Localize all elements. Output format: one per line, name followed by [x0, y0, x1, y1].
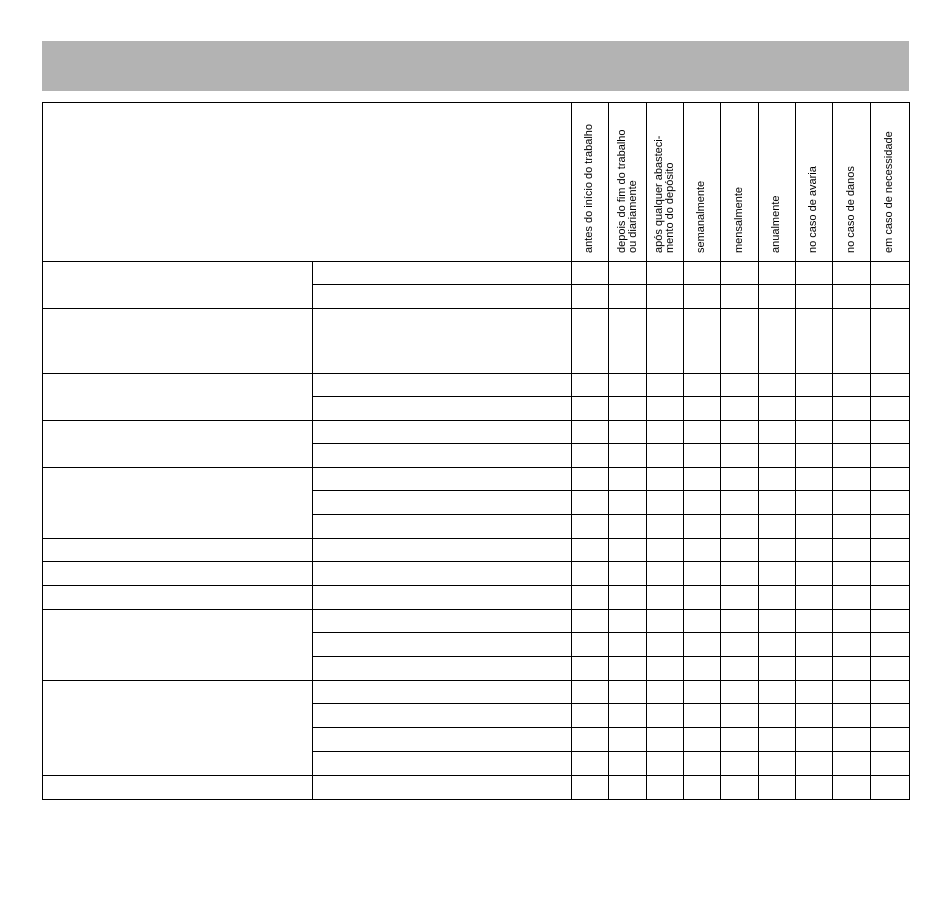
check-cell: [609, 610, 647, 633]
check-cell: [647, 285, 684, 309]
task-cell: [313, 776, 572, 800]
check-cell: [796, 728, 833, 752]
check-cell: [647, 586, 684, 610]
check-cell: [647, 515, 684, 539]
check-cell: [609, 539, 647, 562]
col-header-label: antes do início do trabalho: [583, 123, 595, 253]
component-cell: [43, 468, 313, 539]
component-cell: [43, 562, 313, 586]
check-cell: [796, 610, 833, 633]
check-cell: [833, 586, 871, 610]
check-cell: [647, 752, 684, 776]
check-cell: [759, 262, 796, 285]
check-cell: [833, 374, 871, 397]
check-cell: [572, 468, 609, 491]
check-cell: [647, 657, 684, 681]
check-cell: [609, 515, 647, 539]
check-cell: [721, 374, 759, 397]
check-cell: [759, 681, 796, 704]
check-cell: [721, 309, 759, 374]
check-cell: [796, 776, 833, 800]
component-cell: [43, 421, 313, 468]
check-cell: [721, 704, 759, 728]
col-header-label: após qualquer abasteci-: [653, 135, 665, 253]
check-cell: [871, 610, 910, 633]
col-header-label: depois do fim do trabalho: [615, 129, 628, 253]
check-cell: [684, 610, 721, 633]
check-cell: [796, 681, 833, 704]
check-cell: [684, 444, 721, 468]
check-cell: [572, 633, 609, 657]
check-cell: [721, 681, 759, 704]
check-cell: [833, 397, 871, 421]
check-cell: [684, 562, 721, 586]
check-cell: [572, 586, 609, 610]
title-bar: [42, 41, 909, 91]
check-cell: [871, 539, 910, 562]
check-cell: [759, 657, 796, 681]
check-cell: [721, 586, 759, 610]
check-cell: [647, 681, 684, 704]
table-row: [43, 374, 910, 397]
check-cell: [609, 752, 647, 776]
check-cell: [609, 397, 647, 421]
check-cell: [684, 309, 721, 374]
check-cell: [609, 468, 647, 491]
check-cell: [572, 562, 609, 586]
check-cell: [721, 610, 759, 633]
table-row: [43, 468, 910, 491]
col-header: [609, 103, 647, 262]
task-cell: [313, 633, 572, 657]
check-cell: [609, 421, 647, 444]
check-cell: [721, 633, 759, 657]
col-header: [721, 103, 759, 262]
task-cell: [313, 681, 572, 704]
task-cell: [313, 586, 572, 610]
check-cell: [796, 491, 833, 515]
check-cell: [871, 444, 910, 468]
check-cell: [609, 776, 647, 800]
check-cell: [833, 752, 871, 776]
component-cell: [43, 539, 313, 562]
check-cell: [609, 728, 647, 752]
check-cell: [572, 491, 609, 515]
component-cell: [43, 776, 313, 800]
check-cell: [796, 752, 833, 776]
check-cell: [572, 285, 609, 309]
check-cell: [796, 704, 833, 728]
check-cell: [572, 374, 609, 397]
check-cell: [572, 444, 609, 468]
check-cell: [572, 397, 609, 421]
check-cell: [759, 704, 796, 728]
check-cell: [871, 633, 910, 657]
check-cell: [721, 539, 759, 562]
check-cell: [572, 421, 609, 444]
check-cell: [833, 262, 871, 285]
check-cell: [759, 468, 796, 491]
task-cell: [313, 491, 572, 515]
check-cell: [609, 444, 647, 468]
task-cell: [313, 728, 572, 752]
col-header-label: no caso de danos: [844, 166, 857, 253]
table-row: [43, 421, 910, 444]
check-cell: [833, 728, 871, 752]
check-cell: [684, 468, 721, 491]
check-cell: [759, 515, 796, 539]
check-cell: [684, 262, 721, 285]
col-header-label: ou diariamente: [626, 180, 639, 253]
check-cell: [684, 421, 721, 444]
check-cell: [721, 752, 759, 776]
check-cell: [647, 633, 684, 657]
task-cell: [313, 468, 572, 491]
check-cell: [721, 657, 759, 681]
check-cell: [871, 285, 910, 309]
check-cell: [572, 309, 609, 374]
check-cell: [759, 586, 796, 610]
check-cell: [796, 562, 833, 586]
table-row: [43, 681, 910, 704]
col-header-label: semanalmente: [695, 180, 707, 253]
check-cell: [871, 397, 910, 421]
check-cell: [572, 776, 609, 800]
check-cell: [871, 657, 910, 681]
check-cell: [833, 491, 871, 515]
check-cell: [572, 657, 609, 681]
check-cell: [647, 704, 684, 728]
check-cell: [796, 633, 833, 657]
check-cell: [572, 728, 609, 752]
check-cell: [759, 752, 796, 776]
check-cell: [833, 515, 871, 539]
task-cell: [313, 657, 572, 681]
component-cell: [43, 309, 313, 374]
check-cell: [721, 562, 759, 586]
check-cell: [796, 468, 833, 491]
check-cell: [684, 633, 721, 657]
table-row: [43, 309, 910, 374]
task-cell: [313, 610, 572, 633]
check-cell: [759, 491, 796, 515]
check-cell: [871, 491, 910, 515]
check-cell: [684, 657, 721, 681]
check-cell: [796, 539, 833, 562]
check-cell: [572, 610, 609, 633]
check-cell: [721, 468, 759, 491]
check-cell: [833, 562, 871, 586]
check-cell: [833, 776, 871, 800]
check-cell: [684, 728, 721, 752]
check-cell: [796, 262, 833, 285]
check-cell: [609, 681, 647, 704]
header-row: [43, 103, 910, 262]
check-cell: [833, 610, 871, 633]
check-cell: [721, 515, 759, 539]
check-cell: [796, 515, 833, 539]
check-cell: [647, 421, 684, 444]
check-cell: [759, 610, 796, 633]
task-cell: [313, 309, 572, 374]
check-cell: [833, 309, 871, 374]
task-cell: [313, 562, 572, 586]
check-cell: [759, 444, 796, 468]
check-cell: [572, 262, 609, 285]
check-cell: [684, 586, 721, 610]
check-cell: [647, 562, 684, 586]
task-cell: [313, 444, 572, 468]
check-cell: [871, 586, 910, 610]
table-row: [43, 610, 910, 633]
check-cell: [871, 752, 910, 776]
col-header: [796, 103, 833, 262]
check-cell: [721, 491, 759, 515]
col-header: [833, 103, 871, 262]
check-cell: [759, 776, 796, 800]
check-cell: [796, 586, 833, 610]
check-cell: [684, 515, 721, 539]
table-body: [43, 262, 910, 800]
check-cell: [871, 309, 910, 374]
table-row: [43, 562, 910, 586]
component-cell: [43, 610, 313, 681]
check-cell: [721, 397, 759, 421]
check-cell: [871, 262, 910, 285]
col-header-label: mensalmente: [732, 186, 745, 253]
check-cell: [684, 752, 721, 776]
check-cell: [647, 374, 684, 397]
check-cell: [609, 562, 647, 586]
check-cell: [871, 421, 910, 444]
check-cell: [796, 374, 833, 397]
check-cell: [647, 309, 684, 374]
check-cell: [609, 374, 647, 397]
component-cell: [43, 374, 313, 421]
check-cell: [609, 491, 647, 515]
header-blank-cell: [43, 103, 572, 262]
check-cell: [833, 421, 871, 444]
check-cell: [833, 704, 871, 728]
check-cell: [759, 633, 796, 657]
check-cell: [759, 397, 796, 421]
check-cell: [647, 397, 684, 421]
col-header: [871, 103, 910, 262]
col-header: [684, 103, 721, 262]
check-cell: [721, 421, 759, 444]
task-cell: [313, 285, 572, 309]
check-cell: [871, 681, 910, 704]
check-cell: [647, 491, 684, 515]
check-cell: [833, 444, 871, 468]
check-cell: [647, 776, 684, 800]
check-cell: [647, 610, 684, 633]
task-cell: [313, 752, 572, 776]
task-cell: [313, 515, 572, 539]
check-cell: [684, 491, 721, 515]
check-cell: [647, 728, 684, 752]
check-cell: [647, 444, 684, 468]
table-row: [43, 586, 910, 610]
task-cell: [313, 421, 572, 444]
check-cell: [871, 728, 910, 752]
task-cell: [313, 262, 572, 285]
check-cell: [684, 397, 721, 421]
check-cell: [871, 515, 910, 539]
check-cell: [609, 586, 647, 610]
check-cell: [759, 421, 796, 444]
component-cell: [43, 262, 313, 309]
col-header: [647, 103, 684, 262]
check-cell: [759, 285, 796, 309]
check-cell: [871, 374, 910, 397]
check-cell: [609, 633, 647, 657]
check-cell: [721, 728, 759, 752]
check-cell: [721, 444, 759, 468]
table-row: [43, 776, 910, 800]
component-cell: [43, 586, 313, 610]
check-cell: [572, 752, 609, 776]
maintenance-table: [42, 102, 910, 800]
check-cell: [609, 285, 647, 309]
check-cell: [796, 421, 833, 444]
task-cell: [313, 374, 572, 397]
check-cell: [684, 704, 721, 728]
component-cell: [43, 681, 313, 776]
check-cell: [796, 657, 833, 681]
check-cell: [871, 776, 910, 800]
check-cell: [796, 397, 833, 421]
check-cell: [609, 657, 647, 681]
check-cell: [833, 539, 871, 562]
check-cell: [684, 285, 721, 309]
check-cell: [833, 285, 871, 309]
check-cell: [759, 562, 796, 586]
col-header-label: no caso de avaria: [807, 166, 819, 253]
check-cell: [871, 704, 910, 728]
check-cell: [609, 309, 647, 374]
check-cell: [796, 285, 833, 309]
col-header: [759, 103, 796, 262]
col-header-label: em caso de necessidade: [883, 131, 895, 253]
check-cell: [833, 681, 871, 704]
task-cell: [313, 539, 572, 562]
check-cell: [647, 539, 684, 562]
check-cell: [684, 539, 721, 562]
task-cell: [313, 397, 572, 421]
check-cell: [609, 704, 647, 728]
table-row: [43, 262, 910, 285]
check-cell: [572, 704, 609, 728]
check-cell: [796, 444, 833, 468]
check-cell: [721, 776, 759, 800]
check-cell: [647, 468, 684, 491]
check-cell: [759, 539, 796, 562]
table-row: [43, 539, 910, 562]
check-cell: [721, 262, 759, 285]
check-cell: [647, 262, 684, 285]
check-cell: [833, 633, 871, 657]
task-cell: [313, 704, 572, 728]
check-cell: [609, 262, 647, 285]
col-header-label: anualmente: [770, 195, 782, 253]
check-cell: [871, 468, 910, 491]
check-cell: [833, 468, 871, 491]
col-header-label: mento do depósito: [664, 162, 676, 253]
check-cell: [572, 681, 609, 704]
check-cell: [759, 374, 796, 397]
check-cell: [759, 728, 796, 752]
check-cell: [759, 309, 796, 374]
check-cell: [684, 374, 721, 397]
check-cell: [572, 539, 609, 562]
check-cell: [684, 776, 721, 800]
check-cell: [572, 515, 609, 539]
check-cell: [721, 285, 759, 309]
check-cell: [833, 657, 871, 681]
col-header: [572, 103, 609, 262]
check-cell: [871, 562, 910, 586]
check-cell: [684, 681, 721, 704]
check-cell: [796, 309, 833, 374]
